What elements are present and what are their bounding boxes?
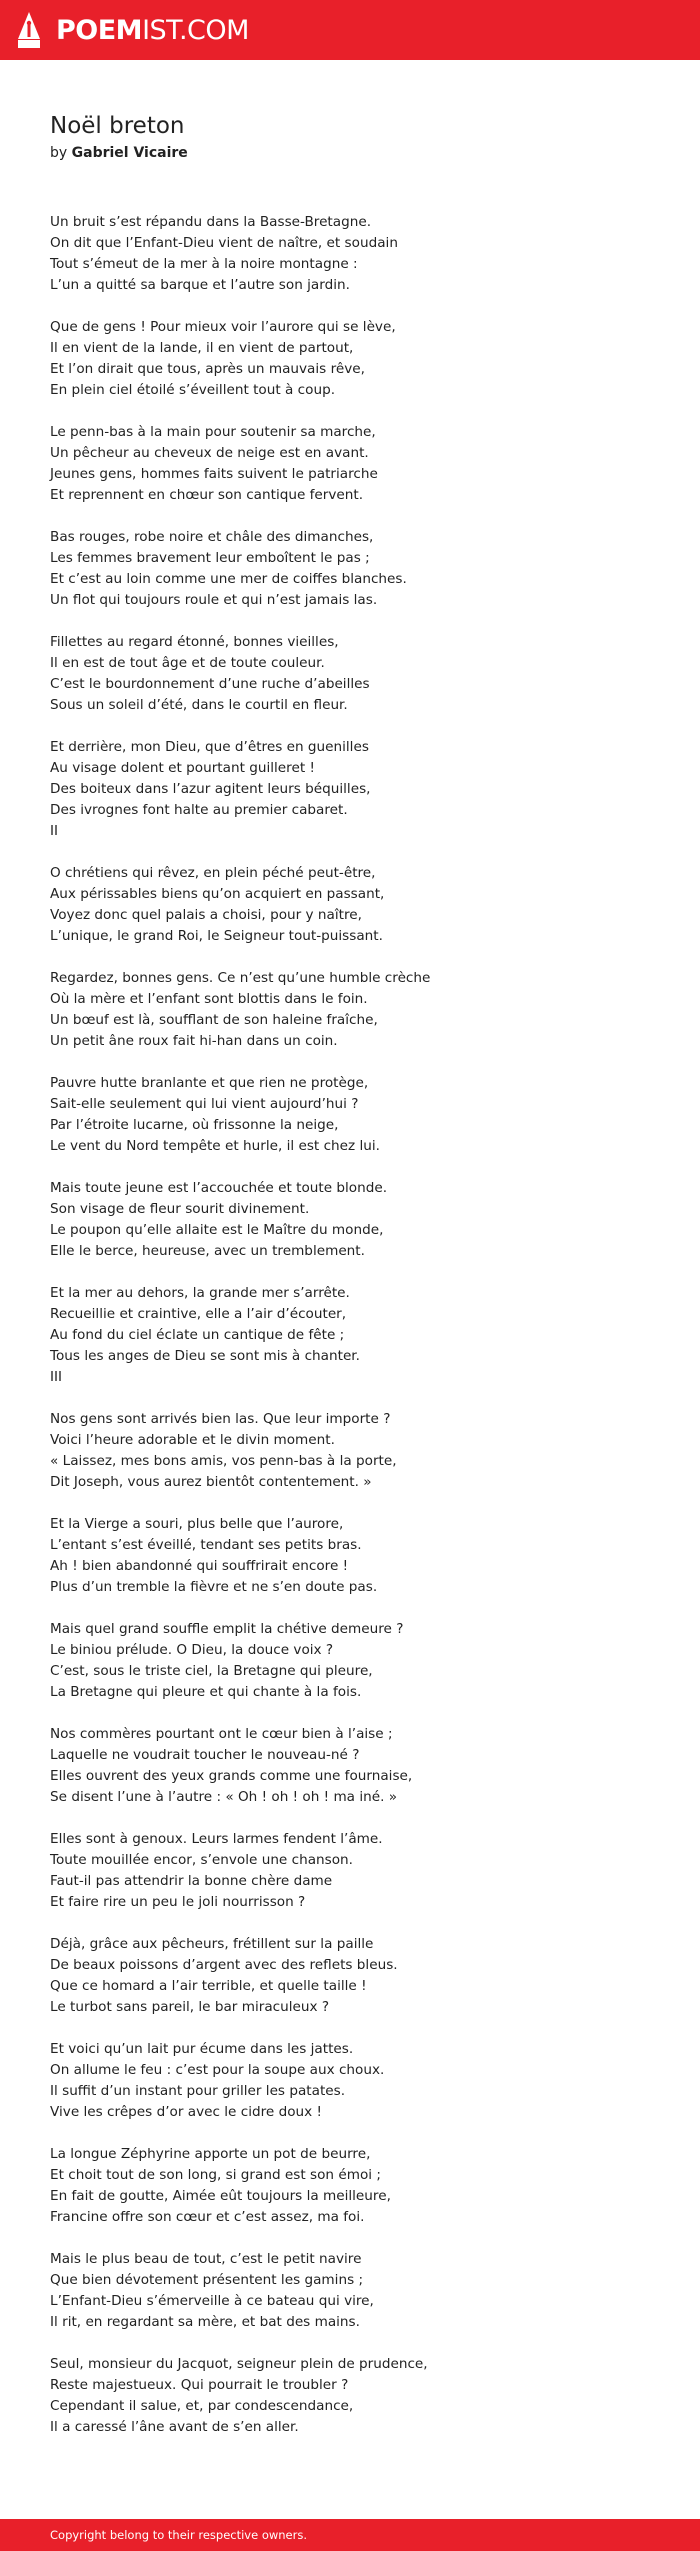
stanza [50, 1514, 650, 1598]
poem-line: C’est le bourdonnement d’une ruche d’abeilles [50, 676, 370, 692]
poem-line: Tout s’émeut de la mer à la noire montagne : [50, 256, 358, 272]
poem-line: Ah ! bien abandonné qui souffrirait encore ! [50, 1558, 349, 1574]
poem-line: Il rit, en regardant sa mère, et bat des mains. [50, 2314, 360, 2330]
poem-line: Francine offre son cœur et c’est assez, ma foi. [50, 2209, 365, 2225]
poem-line: De beaux poissons d’argent avec des reflets bleus. [50, 1957, 398, 1973]
author-link[interactable]: Gabriel Vicaire [71, 145, 188, 161]
poem-line: Le biniou prélude. O Dieu, la douce voix ? [50, 1642, 334, 1658]
poem-line: Elles ouvrent des yeux grands comme une fournaise, [50, 1768, 413, 1784]
pen-nib-icon [16, 11, 42, 49]
poem-line: Sait-elle seulement qui lui vient aujourd’hui ? [50, 1096, 359, 1112]
poem-line: Laquelle ne voudrait toucher le nouveau-né ? [50, 1747, 360, 1763]
stanza [50, 1073, 650, 1157]
poem-line: Au fond du ciel éclate un cantique de fête ; [50, 1327, 345, 1343]
poem-line: Que de gens ! Pour mieux voir l’aurore qui se lève, [50, 319, 396, 335]
poem-line: La longue Zéphyrine apporte un pot de beurre, [50, 2146, 371, 2162]
poem-line: Tous les anges de Dieu se sont mis à chanter. [50, 1348, 360, 1364]
poem-line: Il suffit d’un instant pour griller les patates. [50, 2083, 346, 2099]
stanza [50, 527, 650, 611]
poem-line: Sous un soleil d’été, dans le courtil en fleur. [50, 697, 348, 713]
poem-line: Bas rouges, robe noire et châle des dimanches, [50, 529, 374, 545]
poem-line: Mais le plus beau de tout, c’est le petit navire [50, 2251, 362, 2267]
site-logo-text [56, 14, 249, 46]
poem-line: Regardez, bonnes gens. Ce n’est qu’une humble crèche [50, 970, 431, 986]
poem-body [50, 212, 650, 2438]
poem-line: Il en vient de la lande, il en vient de partout, [50, 340, 354, 356]
poem-line: En fait de goutte, Aimée eût toujours la meilleure, [50, 2188, 391, 2204]
poem-line: Où la mère et l’enfant sont blottis dans le foin. [50, 991, 368, 1007]
poem-line: O chrétiens qui rêvez, en plein péché peut-être, [50, 865, 376, 881]
poem-line: III [50, 1369, 63, 1385]
poem-line: L’unique, le grand Roi, le Seigneur tout-puissant. [50, 928, 383, 944]
poem-line: Elles sont à genoux. Leurs larmes fendent l’âme. [50, 1831, 383, 1847]
stanza [50, 1283, 650, 1388]
poem-line: Nos gens sont arrivés bien las. Que leur importe ? [50, 1411, 391, 1427]
poem-line: Le turbot sans pareil, le bar miraculeux ? [50, 1999, 330, 2015]
poem-line: Au visage dolent et pourtant guilleret ! [50, 760, 315, 776]
footer-bar [0, 2519, 700, 2551]
poem-line: Les femmes bravement leur emboîtent le pas ; [50, 550, 370, 566]
site-logo-link[interactable] [16, 11, 249, 49]
copyright-text: Copyright belong to their respective owners. [50, 2528, 308, 2542]
poem-content [50, 112, 650, 2459]
poem-line: Que ce homard a l’air terrible, et quelle taille ! [50, 1978, 367, 1994]
poem-line: Pauvre hutte branlante et que rien ne protège, [50, 1075, 369, 1091]
poem-line: Et reprennent en chœur son cantique fervent. [50, 487, 364, 503]
poem-line: Son visage de fleur sourit divinement. [50, 1201, 310, 1217]
poem-byline [50, 144, 650, 162]
poem-line: Mais quel grand souffle emplit la chétive demeure ? [50, 1621, 404, 1637]
poem-line: Et derrière, mon Dieu, que d’êtres en guenilles [50, 739, 369, 755]
poem-line: Faut-il pas attendrir la bonne chère dame [50, 1873, 333, 1889]
poem-line: Recueillie et craintive, elle a l’air d’écouter, [50, 1306, 347, 1322]
poem-line: On allume le feu : c’est pour la soupe aux choux. [50, 2062, 385, 2078]
poem-line: Toute mouillée encor, s’envole une chanson. [50, 1852, 353, 1868]
poem-title: Noël breton [50, 113, 185, 139]
poem-line: Déjà, grâce aux pêcheurs, frétillent sur la paille [50, 1936, 374, 1952]
poem-line: Plus d’un tremble la fièvre et ne s’en doute pas. [50, 1579, 378, 1595]
stanza [50, 2039, 650, 2123]
stanza [50, 422, 650, 506]
poem-line: Et c’est au loin comme une mer de coiffes blanches. [50, 571, 407, 587]
logo-bold-part: POEM [56, 14, 143, 46]
poem-line: Que bien dévotement présentent les gamins ; [50, 2272, 364, 2288]
stanza [50, 737, 650, 842]
poem-line: II [50, 823, 59, 839]
poem-line: La Bretagne qui pleure et qui chante à la fois. [50, 1684, 362, 1700]
poem-line: Dit Joseph, vous aurez bientôt contentement. » [50, 1474, 372, 1490]
poem-line: Cependant il salue, et, par condescendance, [50, 2398, 354, 2414]
stanza [50, 968, 650, 1052]
poem-line: Et choit tout de son long, si grand est son émoi ; [50, 2167, 381, 2183]
stanza [50, 212, 650, 296]
poem-line: L’un a quitté sa barque et l’autre son jardin. [50, 277, 350, 293]
poem-line: Et voici qu’un lait pur écume dans les jattes. [50, 2041, 354, 2057]
poem-line: L’Enfant-Dieu s’émerveille à ce bateau qui vire, [50, 2293, 374, 2309]
poem-line: Voyez donc quel palais a choisi, pour y naître, [50, 907, 362, 923]
poem-line: Seul, monsieur du Jacquot, seigneur plein de prudence, [50, 2356, 428, 2372]
poem-line: Nos commères pourtant ont le cœur bien à l’aise ; [50, 1726, 393, 1742]
stanza [50, 1934, 650, 2018]
poem-line: Reste majestueux. Qui pourrait le troubler ? [50, 2377, 349, 2393]
poem-line: L’entant s’est éveillé, tendant ses petits bras. [50, 1537, 362, 1553]
poem-line: Le penn-bas à la main pour soutenir sa marche, [50, 424, 376, 440]
poem-line: Et l’on dirait que tous, après un mauvais rêve, [50, 361, 365, 377]
poem-line: Fillettes au regard étonné, bonnes vieilles, [50, 634, 339, 650]
poem-line: Vive les crêpes d’or avec le cidre doux ! [50, 2104, 322, 2120]
poem-line: Un flot qui toujours roule et qui n’est jamais las. [50, 592, 378, 608]
poem-line: Se disent l’une à l’autre : « Oh ! oh ! oh ! ma iné. » [50, 1789, 398, 1805]
stanza [50, 1829, 650, 1913]
poem-line: Le vent du Nord tempête et hurle, il est chez lui. [50, 1138, 380, 1154]
poem-line: « Laissez, mes bons amis, vos penn-bas à la porte, [50, 1453, 397, 1469]
poem-line: Et la mer au dehors, la grande mer s’arrête. [50, 1285, 350, 1301]
poem-line: C’est, sous le triste ciel, la Bretagne qui pleure, [50, 1663, 373, 1679]
poem-line: Aux périssables biens qu’on acquiert en passant, [50, 886, 385, 902]
poem-line: Des boiteux dans l’azur agitent leurs béquilles, [50, 781, 371, 797]
stanza [50, 1724, 650, 1808]
poem-line: Il a caressé l’âne avant de s’en aller. [50, 2419, 299, 2435]
stanza [50, 632, 650, 716]
stanza [50, 317, 650, 401]
poem-line: Des ivrognes font halte au premier cabaret. [50, 802, 348, 818]
poem-line: Et la Vierge a souri, plus belle que l’aurore, [50, 1516, 344, 1532]
poem-line: Voici l’heure adorable et le divin moment. [50, 1432, 335, 1448]
poem-line: Jeunes gens, hommes faits suivent le patriarche [50, 466, 378, 482]
stanza [50, 2144, 650, 2228]
poem-line: Un bruit s’est répandu dans la Basse-Bretagne. [50, 214, 372, 230]
poem-line: Par l’étroite lucarne, où frissonne la neige, [50, 1117, 339, 1133]
stanza [50, 863, 650, 947]
poem-line: Mais toute jeune est l’accouchée et toute blonde. [50, 1180, 388, 1196]
poem-line: Elle le berce, heureuse, avec un tremblement. [50, 1243, 365, 1259]
poem-line: Il en est de tout âge et de toute couleur. [50, 655, 325, 671]
poem-line: Le poupon qu’elle allaite est le Maître du monde, [50, 1222, 384, 1238]
poem-line: Et faire rire un peu le joli nourrisson ? [50, 1894, 306, 1910]
poem-line: En plein ciel étoilé s’éveillent tout à coup. [50, 382, 336, 398]
top-bar [0, 0, 700, 60]
poem-line: On dit que l’Enfant-Dieu vient de naître, et soudain [50, 235, 398, 251]
logo-light-part: IST.COM [142, 14, 249, 46]
stanza [50, 1178, 650, 1262]
stanza [50, 1619, 650, 1703]
stanza [50, 2249, 650, 2333]
byline-prefix: by [50, 145, 68, 161]
poem-line: Un petit âne roux fait hi-han dans un coin. [50, 1033, 338, 1049]
poem-line: Un bœuf est là, soufflant de son haleine fraîche, [50, 1012, 378, 1028]
poem-line: Un pêcheur au cheveux de neige est en avant. [50, 445, 369, 461]
stanza [50, 2354, 650, 2438]
stanza [50, 1409, 650, 1493]
